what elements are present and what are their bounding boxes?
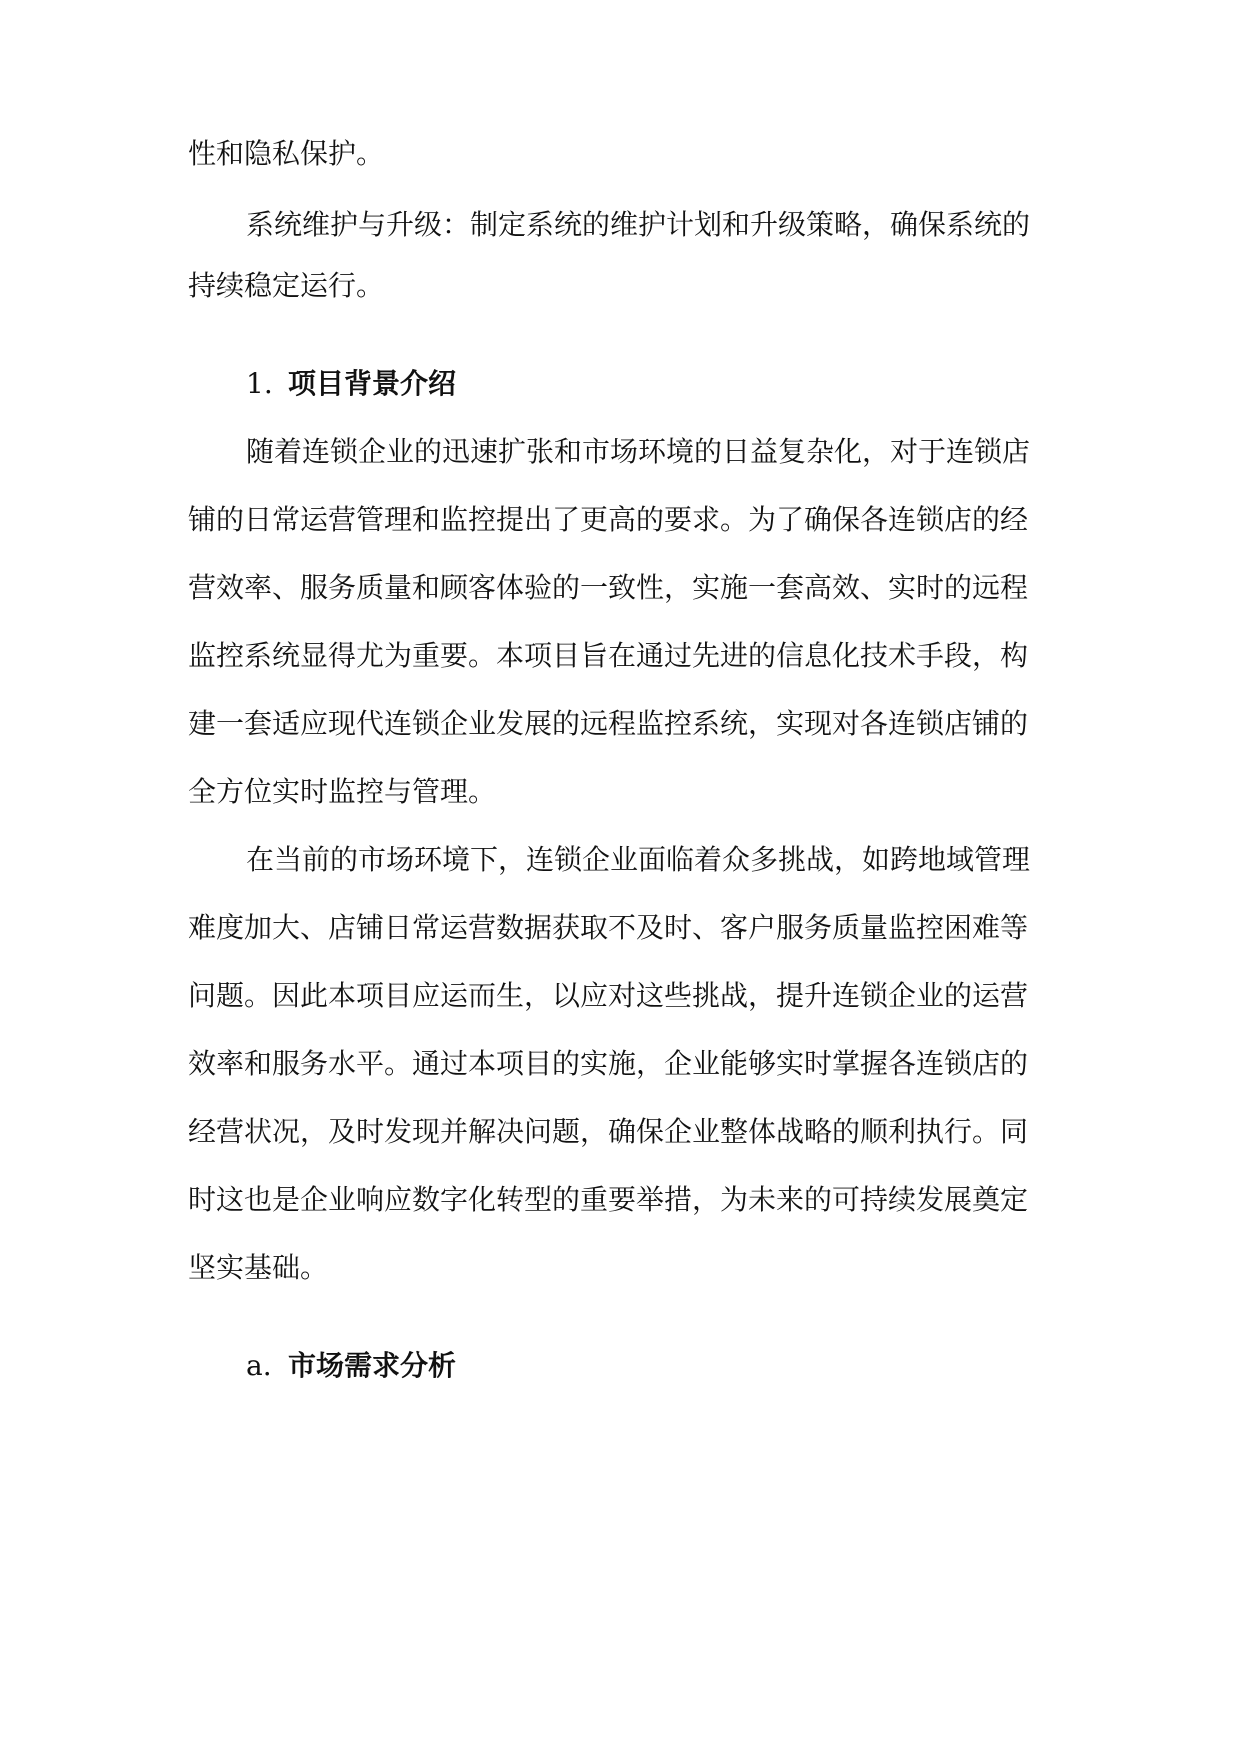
section-title: 项目背景介绍	[288, 367, 457, 400]
para2-line-5: 经营状况，及时发现并解决问题，确保企业整体战略的顺利执行。同	[188, 1115, 1029, 1148]
intro-line-1: 性和隐私保护。	[188, 137, 385, 170]
para2-line-2: 难度加大、店铺日常运营数据获取不及时、客户服务质量监控困难等	[188, 911, 1029, 944]
para1-line-1: 随着连锁企业的迅速扩张和市场环境的日益复杂化，对于连锁店	[246, 435, 1031, 468]
para2-line-6: 时这也是企业响应数字化转型的重要举措，为未来的可持续发展奠定	[188, 1183, 1029, 1216]
para1-line-3: 营效率、服务质量和顾客体验的一致性，实施一套高效、实时的远程	[188, 571, 1029, 604]
intro-line-3: 持续稳定运行。	[188, 269, 385, 302]
para1-line-5: 建一套适应现代连锁企业发展的远程监控系统，实现对各连锁店铺的	[188, 707, 1029, 740]
para1-line-6: 全方位实时监控与管理。	[188, 775, 497, 808]
section-number: a.	[246, 1349, 272, 1382]
intro-line-2: 系统维护与升级：制定系统的维护计划和升级策略，确保系统的	[246, 208, 1031, 241]
para2-line-3: 问题。因此本项目应运而生，以应对这些挑战，提升连锁企业的运营	[188, 979, 1029, 1012]
section-heading-1	[246, 364, 456, 404]
section-heading-a	[246, 1346, 456, 1386]
para2-line-1: 在当前的市场环境下，连锁企业面临着众多挑战，如跨地域管理	[246, 843, 1031, 876]
para1-line-4: 监控系统显得尤为重要。本项目旨在通过先进的信息化技术手段，构	[188, 639, 1029, 672]
section-number: 1.	[246, 367, 273, 400]
para1-line-2: 铺的日常运营管理和监控提出了更高的要求。为了确保各连锁店的经	[188, 503, 1029, 536]
para2-line-4: 效率和服务水平。通过本项目的实施，企业能够实时掌握各连锁店的	[188, 1047, 1029, 1080]
para2-line-7: 坚实基础。	[188, 1251, 329, 1284]
section-title: 市场需求分析	[288, 1349, 457, 1382]
